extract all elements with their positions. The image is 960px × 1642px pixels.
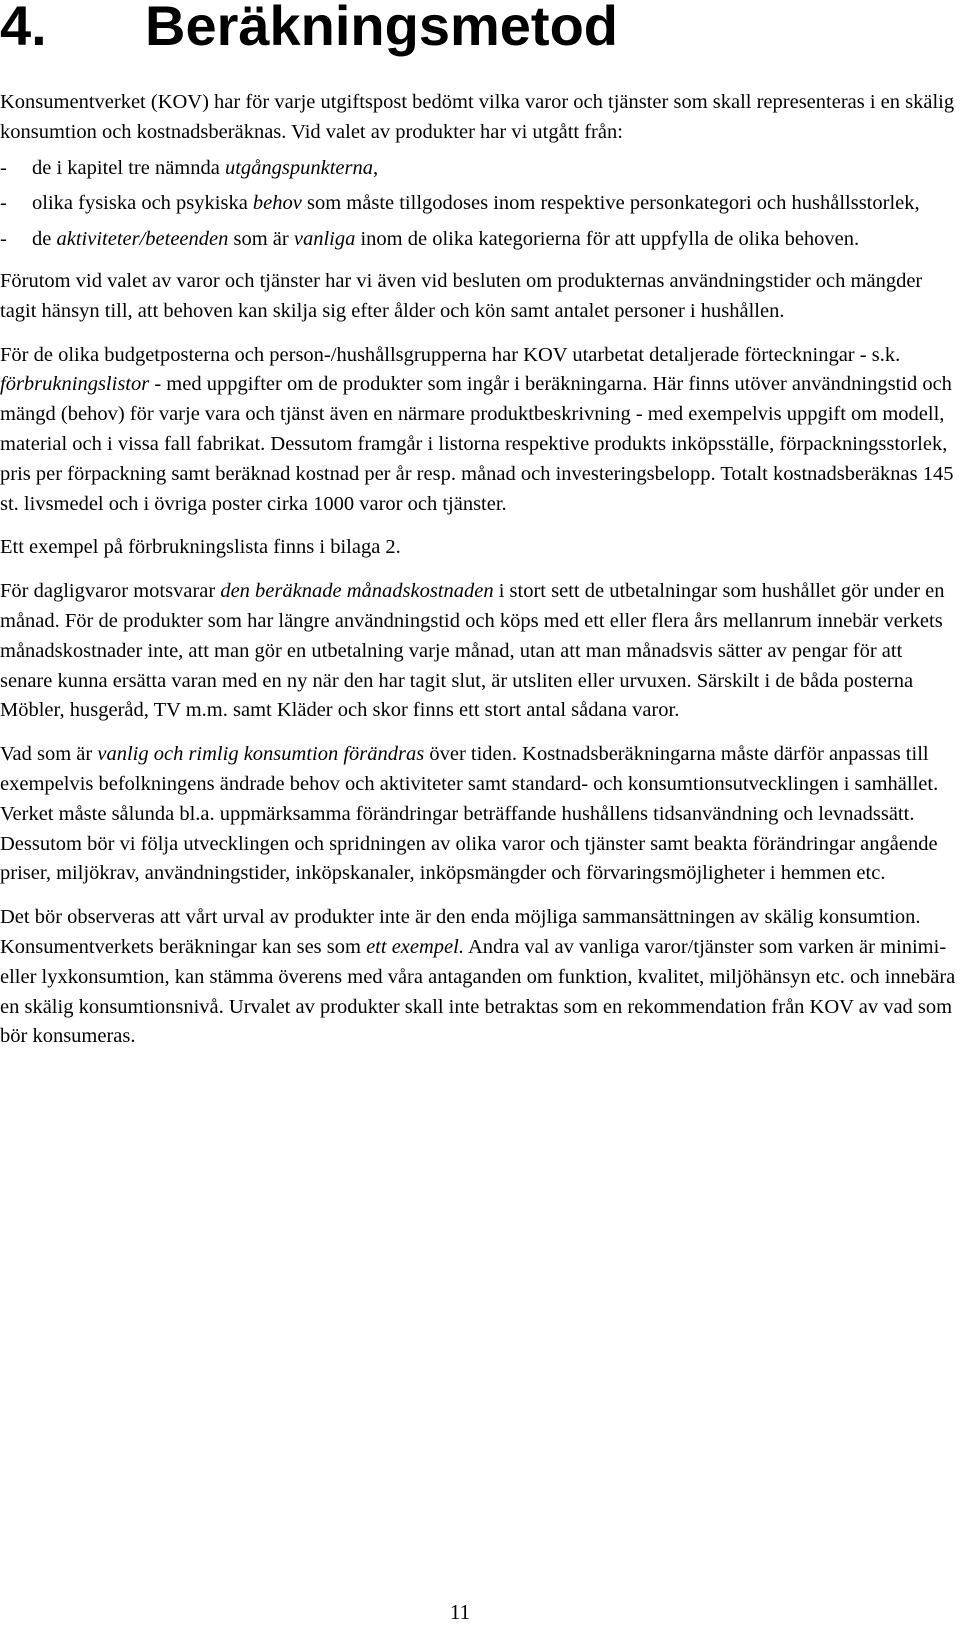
paragraph-monthly: För dagligvaror motsvarar den beräknade månadskostnaden i stort sett de utbetalningar som hushållet gör under en månad. För de produkter som har längre användningstid och köps med ett eller flera års mellanrum innebär verkets månadskostnader inte, att man gör en utbetalning varje månad, utan att man månadsvis sätter av pengar för att senare kunna ersätta varan med en ny när den har tagit slut, är utsliten eller urvuxen. Särskilt i de båda posterna Möbler, husgeråd, TV m.m. samt Kläder och skor finns ett stort antal sådana varor. <box>0 580 945 722</box>
emphasis: den beräknade månadskostnaden <box>220 580 494 603</box>
list-item: - de aktiviteter/beteenden som är vanliga inom de olika kategorierna för att uppfylla de olika behoven. <box>0 225 958 255</box>
emphasis: behov <box>252 192 302 215</box>
paragraph-change: Vad som är vanlig och rimlig konsumtion förändras över tiden. Kostnadsberäkningarna måste därför anpassas till exempelvis befolkningens ändrade behov och aktiviteter samt standard- och konsumtionsutvecklingen i samhället. Verket måste sålunda bl.a. uppmärksamma förändringar beträffande hushållens tidsanvändning och levnadssätt. Dessutom bör vi följa utvecklingen och spridningen av olika varor och tjänster samt beakta förändringar angående priser, miljökrav, användningstider, inköpskanaler, inköpsmängder och förvaringsmöjligheter i hemmen etc. <box>0 743 939 885</box>
emphasis: utgångspunkterna <box>224 156 374 179</box>
list-item: - de i kapitel tre nämnda utgångspunkterna, <box>0 154 958 184</box>
chapter-heading <box>0 0 618 58</box>
criteria-list <box>0 154 958 255</box>
paragraph-example: Ett exempel på förbrukningslista finns i bilaga 2. <box>0 536 401 559</box>
paragraph-note: Det bör observeras att vårt urval av produkter inte är den enda möjliga sammansättningen av skälig konsumtion. Konsumentverkets beräkningar kan ses som ett exempel. Andra val av vanliga varor/tjänster som varken är minimi- eller lyxkonsumtion, kan stämma överens med våra antaganden om funktion, kvalitet, miljöhänsyn etc. och innebära en skälig konsumtionsnivå. Urvalet av produkter skall inte betraktas som en rekommendation från KOV av vad som bör konsumeras. <box>0 906 956 1048</box>
paragraph-usage: Förutom vid valet av varor och tjänster har vi även vid besluten om produkternas användningstider och mängder tagit hänsyn till, att behoven kan skilja sig efter ålder och kön samt antalet personer i hushållen. <box>0 269 923 322</box>
emphasis: vanlig och rimlig konsumtion förändras <box>97 743 425 766</box>
emphasis: förbrukningslistor <box>0 373 150 396</box>
chapter-title: Beräkningsmetod <box>145 0 618 57</box>
emphasis: ett exempel. <box>366 935 464 958</box>
list-dash: - <box>0 156 7 179</box>
list-dash: - <box>0 192 7 215</box>
paragraph-lists: För de olika budgetposterna och person-/hushållsgrupperna har KOV utarbetat detaljerade förteckningar - s.k. förbrukningslistor - med uppgifter om de produkter som ingår i beräkningarna. Här finns utöver användningstid och mängd (behov) för varje vara och tjänst även en närmare produktbeskrivning - med exempelvis uppgift om modell, material och i vissa fall fabrikat. Dessutom framgår i listorna respektive produkts inköpsställe, förpackningsstorlek, pris per förpackning samt beräknad kostnad per år resp. månad och investeringsbelopp. Totalt kostnadsberäknas 145 st. livsmedel och i övriga poster cirka 1000 varor och tjänster. <box>0 343 954 515</box>
list-item: - olika fysiska och psykiska behov som måste tillgodoses inom respektive personkategori och hushållsstorlek, <box>0 189 958 219</box>
chapter-number: 4. <box>0 0 47 57</box>
list-dash: - <box>0 228 7 251</box>
intro-paragraph: Konsumentverket (KOV) har för varje utgiftspost bedömt vilka varor och tjänster som skall representeras i en skälig konsumtion och kostnadsberäknas. Vid valet av produkter har vi utgått från: <box>0 91 955 143</box>
page-number: 11 <box>449 1600 471 1624</box>
body-text <box>0 88 958 1066</box>
emphasis: vanliga <box>293 228 356 251</box>
emphasis: aktiviteter/beteenden <box>56 228 229 251</box>
